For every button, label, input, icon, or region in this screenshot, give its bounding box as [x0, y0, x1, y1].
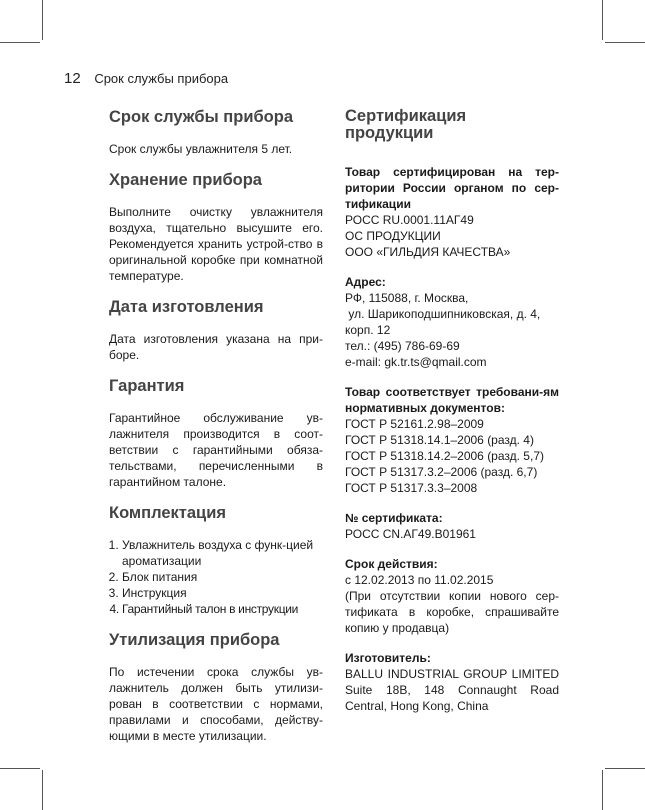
- address-block: [345, 274, 559, 370]
- crop-mark: [42, 0, 43, 40]
- section-text: Гарантийное обслуживание ув-лажнителя производится в соот-ветствии с гарантийными обяза-тельствами, перечисленными в гарантийном талоне.: [109, 411, 323, 489]
- section-heading: Комплектация: [109, 504, 226, 522]
- block-line: ул. Шарикоподшипниковская, д. 4,: [345, 307, 541, 321]
- block-line: ОС ПРОДУКЦИИ: [345, 229, 441, 243]
- crop-mark: [605, 42, 645, 43]
- section-contents: [109, 504, 323, 617]
- section-service-life: [109, 108, 323, 157]
- page-number: 12: [64, 70, 81, 87]
- validity-block: [345, 556, 559, 636]
- running-title: Срок службы прибора: [94, 71, 229, 86]
- crop-mark: [602, 0, 603, 40]
- crop-mark: [0, 42, 40, 43]
- running-header: [64, 70, 228, 87]
- certificate-number-block: [345, 510, 559, 542]
- block-line: РОСС RU.0001.11АГ49: [345, 213, 474, 227]
- section-text: По истечении срока службы ув-лажнитель должен быть утилизи-рован в соответствии с нормами, правилами и способами, действу-ющими в месте утилизации.: [109, 665, 323, 743]
- block-label: № сертификата:: [345, 511, 443, 525]
- block-line: РФ, 115088, г. Москва,: [345, 291, 469, 305]
- block-label: Товар соответствует требовани-ям нормативных документов:: [345, 385, 559, 415]
- section-manufacture-date: [109, 298, 323, 363]
- block-line: (При отсутствии копии нового сер-тификата в коробке, спрашивайте копию у продавца): [345, 589, 559, 635]
- section-warranty: [109, 377, 323, 490]
- manufacturer-block: [345, 650, 559, 714]
- list-item: 4. Гарантийный талон в инструкции: [122, 601, 323, 617]
- crop-mark: [42, 770, 43, 810]
- block-label: Адрес:: [345, 275, 386, 289]
- contents-list: [109, 537, 323, 617]
- block-line: ГОСТ Р 51318.14.2–2006 (разд. 5,7): [345, 449, 544, 463]
- section-heading: Хранение прибора: [109, 171, 262, 189]
- list-item: 3. Инструкция: [122, 585, 323, 601]
- block-line: BALLU INDUSTRIAL GROUP LIMITED Suite 18B, 148 Connaught Road Central, Hong Kong, China: [345, 667, 559, 713]
- section-heading: Срок службы прибора: [109, 108, 294, 126]
- section-storage: [109, 171, 323, 284]
- block-line: ГОСТ Р 51317.3.2–2006 (разд. 6,7): [345, 465, 538, 479]
- block-line: корп. 12: [345, 323, 391, 337]
- right-column: [345, 108, 559, 728]
- block-line: e-mail: gk.tr.ts@qmail.com: [345, 355, 487, 369]
- crop-mark: [0, 768, 40, 769]
- block-line: ГОСТ Р 51317.3.3–2008: [345, 481, 478, 495]
- block-label: Срок действия:: [345, 557, 438, 571]
- cert-block: [345, 164, 559, 260]
- section-text: Срок службы увлажнителя 5 лет.: [109, 142, 293, 156]
- crop-mark: [602, 770, 603, 810]
- section-heading: Гарантия: [109, 377, 185, 395]
- standards-block: [345, 384, 559, 496]
- block-label: Изготовитель:: [345, 651, 431, 665]
- block-line: ООО «ГИЛЬДИЯ КАЧЕСТВА»: [345, 245, 511, 259]
- section-text: Дата изготовления указана на при-боре.: [109, 332, 323, 362]
- section-heading: Сертификация продукции: [345, 107, 467, 142]
- block-line: с 12.02.2013 по 11.02.2015: [345, 573, 494, 587]
- block-label: Товар сертифицирован на тер-ритории России органом по сер-тификации: [345, 165, 559, 211]
- section-heading: Дата изготовления: [109, 298, 264, 316]
- section-heading: Утилизация прибора: [109, 631, 280, 649]
- list-item: 2. Блок питания: [122, 569, 323, 585]
- block-line: ГОСТ Р 51318.14.1–2006 (разд. 4): [345, 433, 534, 447]
- block-line: тел.: (495) 786-69-69: [345, 339, 460, 353]
- block-line: ГОСТ Р 52161.2.98–2009: [345, 417, 484, 431]
- left-column: [109, 108, 323, 758]
- list-item: 1. Увлажнитель воздуха с функ-цией ароматизации: [122, 537, 323, 569]
- crop-mark: [605, 768, 645, 769]
- section-disposal: [109, 631, 323, 744]
- section-text: Выполните очистку увлажнителя воздуха, тщательно высушите его. Рекомендуется хранить устрой-ство в оригинальной коробке при комнатной температуре.: [109, 205, 323, 283]
- block-line: РОСС CN.АГ49.В01961: [345, 527, 476, 541]
